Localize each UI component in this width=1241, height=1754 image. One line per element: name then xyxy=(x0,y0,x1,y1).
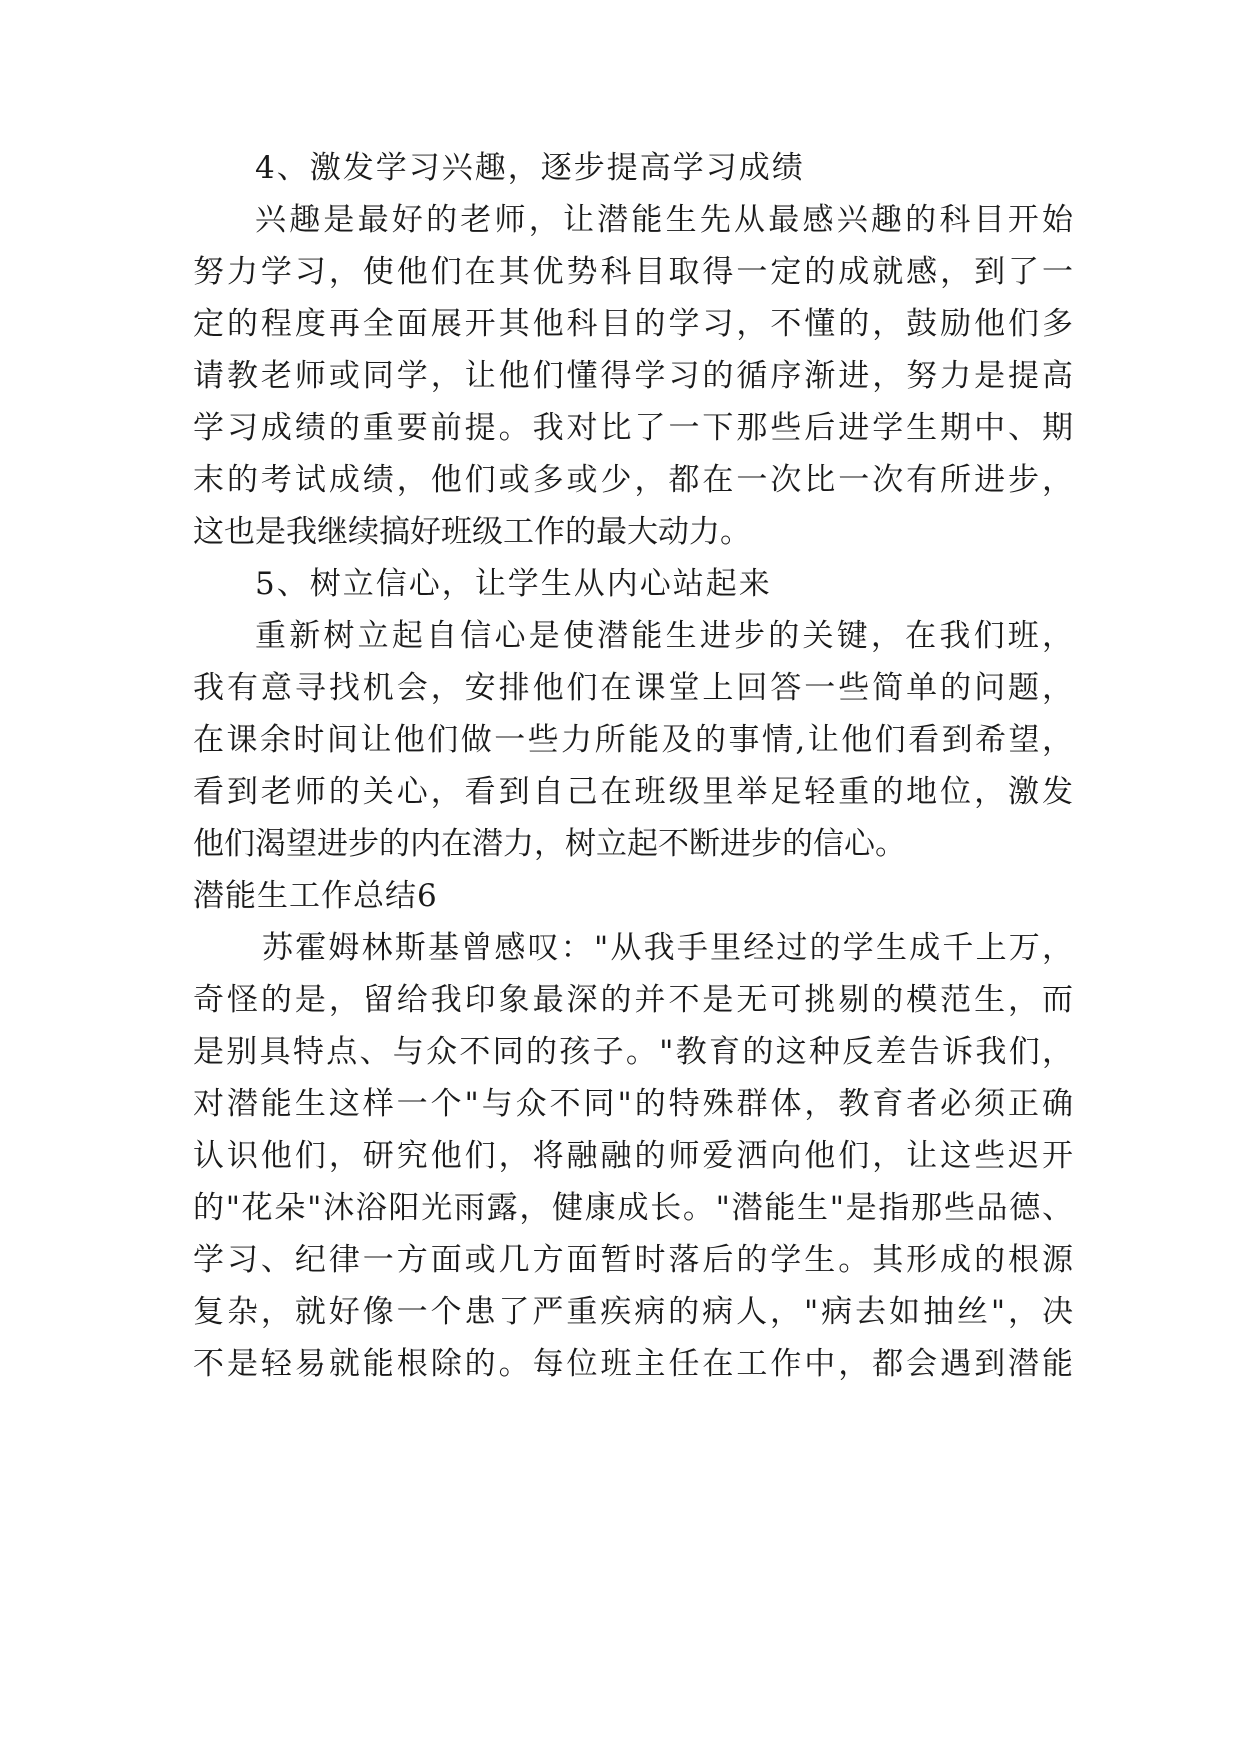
paragraph-line: 对潜能生这样一个"与众不同"的特殊群体，教育者必须正确 xyxy=(193,1086,1073,1122)
paragraph-line: 学习、纪律一方面或几方面暂时落后的学生。其形成的根源 xyxy=(193,1242,1073,1278)
paragraph-line: 末的考试成绩，他们或多或少，都在一次比一次有所进步， xyxy=(193,462,1073,498)
paragraph-line: 他们渴望进步的内在潜力，树立起不断进步的信心。 xyxy=(193,826,906,862)
paragraph-line: 请教老师或同学，让他们懂得学习的循序渐进，努力是提高 xyxy=(193,358,1073,394)
section-title: 潜能生工作总结6 xyxy=(193,878,438,914)
section-heading-5: 5、树立信心，让学生从内心站起来 xyxy=(255,566,772,602)
paragraph-line: 在课余时间让他们做一些力所能及的事情,让他们看到希望， xyxy=(193,722,1073,758)
paragraph-line: 的"花朵"沐浴阳光雨露，健康成长。"潜能生"是指那些品德、 xyxy=(193,1190,1073,1226)
paragraph-line: 是别具特点、与众不同的孩子。"教育的这种反差告诉我们， xyxy=(193,1034,1073,1070)
paragraph-line: 重新树立起自信心是使潜能生进步的关键，在我们班， xyxy=(255,618,1073,654)
paragraph-line: 定的程度再全面展开其他科目的学习，不懂的，鼓励他们多 xyxy=(193,306,1073,342)
paragraph-line: 我有意寻找机会，安排他们在课堂上回答一些简单的问题， xyxy=(193,670,1073,706)
paragraph-line: 认识他们，研究他们，将融融的师爱洒向他们，让这些迟开 xyxy=(193,1138,1073,1174)
paragraph-line: 苏霍姆林斯基曾感叹："从我手里经过的学生成千上万， xyxy=(262,930,1073,966)
paragraph-line: 这也是我继续搞好班级工作的最大动力。 xyxy=(193,514,751,550)
paragraph-line: 努力学习，使他们在其优势科目取得一定的成就感，到了一 xyxy=(193,254,1073,290)
paragraph-line: 不是轻易就能根除的。每位班主任在工作中，都会遇到潜能 xyxy=(193,1346,1073,1382)
paragraph-line: 学习成绩的重要前提。我对比了一下那些后进学生期中、期 xyxy=(193,410,1073,446)
paragraph-line: 奇怪的是，留给我印象最深的并不是无可挑剔的模范生，而 xyxy=(193,982,1073,1018)
section-heading-4: 4、激发学习兴趣，逐步提高学习成绩 xyxy=(255,150,805,186)
paragraph-line: 看到老师的关心，看到自己在班级里举足轻重的地位，激发 xyxy=(193,774,1073,810)
paragraph-line: 兴趣是最好的老师，让潜能生先从最感兴趣的科目开始 xyxy=(255,202,1073,238)
paragraph-line: 复杂，就好像一个患了严重疾病的病人，"病去如抽丝"，决 xyxy=(193,1294,1073,1330)
